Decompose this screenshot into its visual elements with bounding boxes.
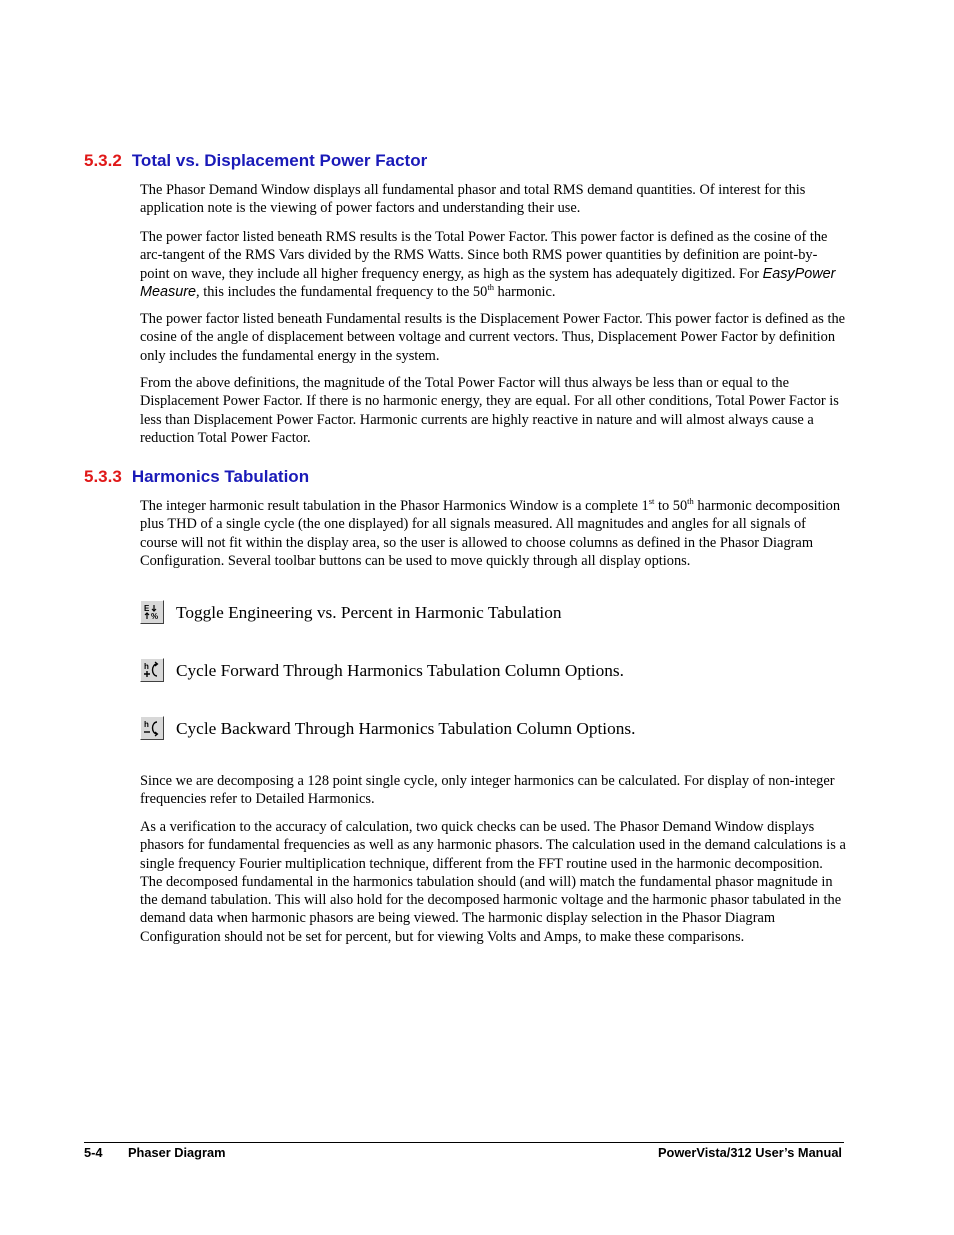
- ordinal-superscript: th: [487, 281, 494, 292]
- section-heading-5-3-3: [84, 467, 309, 487]
- paragraph-integer-harmonics: Since we are decomposing a 128 point single cycle, only integer harmonics can be calculated. For display of non-integer frequencies refer to Detailed Harmonics.: [140, 773, 835, 808]
- section-heading-5-3-2: [84, 151, 427, 171]
- cycle-forward-icon[interactable]: [140, 658, 164, 682]
- paragraph-harmonic-tabulation: [140, 497, 846, 570]
- tool-label: Cycle Forward Through Harmonics Tabulation Column Options.: [176, 661, 624, 680]
- paragraph-definitions-comparison: From the above definitions, the magnitude of the Total Power Factor will thus always be less than or equal to the Displacement Power Factor. If there is no harmonic energy, they are equal. For all other conditions, Total Power Factor is less than Displacement Power Factor. Harmonic currents are highly reactive in nature and will almost always cause a reduction Total Power Factor.: [140, 375, 839, 446]
- text-segment: The integer harmonic result tabulation in the Phasor Harmonics Window is a complete 1: [140, 498, 649, 514]
- section-number: 5.3.2: [84, 151, 122, 170]
- ordinal-superscript: th: [687, 496, 694, 506]
- footer-divider: [84, 1142, 844, 1143]
- section-title: Harmonics Tabulation: [131, 467, 310, 486]
- svg-text:%: %: [151, 612, 159, 621]
- cycle-backward-icon[interactable]: [140, 716, 164, 740]
- text-segment: harmonic decomposition plus THD of a single cycle (the one displayed) for all signals measured. All magnitudes and angles for all signals of course will not fit within the display area, so the user is allowed to choose columns as defined in the Phasor Diagram Configuration. Several toolbar buttons can be used to move quickly through all display options.: [140, 498, 841, 569]
- ordinal-superscript: st: [648, 496, 655, 506]
- paragraph-phasor-demand: The Phasor Demand Window displays all fundamental phasor and total RMS demand quantities. Of interest for this application note is the viewing of power factors and understanding their use.: [140, 182, 806, 217]
- section-number: 5.3.3: [84, 467, 122, 486]
- footer-chapter: Phaser Diagram: [128, 1145, 226, 1160]
- toggle-eng-percent-icon[interactable]: [140, 600, 164, 624]
- tool-label: Cycle Backward Through Harmonics Tabulation Column Options.: [176, 719, 636, 738]
- text-segment: to 50: [654, 498, 688, 514]
- text-segment: The power factor listed beneath RMS results is the Total Power Factor. This power factor is defined as the cosine of the arc-tangent of the RMS Vars divided by the RMS Watts. Since both RMS power quantities by definition are point-by-point on wave, they include all higher frequency energy, as high as the system has adequately digitized. For: [140, 229, 828, 282]
- paragraph-displacement-power-factor: The power factor listed beneath Fundamental results is the Displacement Power Factor. This power factor is defined as the cosine of the angle of displacement between voltage and current vectors. Thus, Displacement Power Factor by definition only includes the fundamental energy in the system.: [140, 311, 846, 364]
- paragraph-verification: As a verification to the accuracy of calculation, two quick checks can be used. The Phasor Demand Window displays phasors for fundamental frequencies as well as any harmonic phasors. The calculation used in the demand calculations is a single frequency Fourier multiplication technique, different from the FFT routine used in the harmonic decomposition. The decomposed fundamental in the harmonics tabulation should (and will) match the fundamental phasor magnitude in the demand tabulation. This will also hold for the decomposed harmonic voltage and the harmonic phasor tabulated in the demand data when harmonic phasors are being viewed. The harmonic display selection in the Phasor Diagram Configuration should not be set for percent, but for viewing Volts and Amps, to make these comparisons.: [140, 819, 846, 945]
- svg-text:E: E: [144, 604, 150, 613]
- section-title: Total vs. Displacement Power Factor: [131, 151, 428, 170]
- text-segment: harmonic.: [493, 283, 556, 300]
- text-segment: , this includes the fundamental frequency to the 50: [196, 283, 488, 300]
- footer-manual-title: PowerVista/312 User’s Manual: [658, 1145, 842, 1160]
- svg-text:h: h: [144, 662, 149, 671]
- tool-label: Toggle Engineering vs. Percent in Harmonic Tabulation: [176, 603, 562, 622]
- svg-text:h: h: [144, 720, 149, 729]
- paragraph-total-power-factor: [140, 228, 846, 301]
- footer-page-number: 5-4: [84, 1145, 103, 1160]
- product-name: EasyPower Measure: [140, 265, 836, 300]
